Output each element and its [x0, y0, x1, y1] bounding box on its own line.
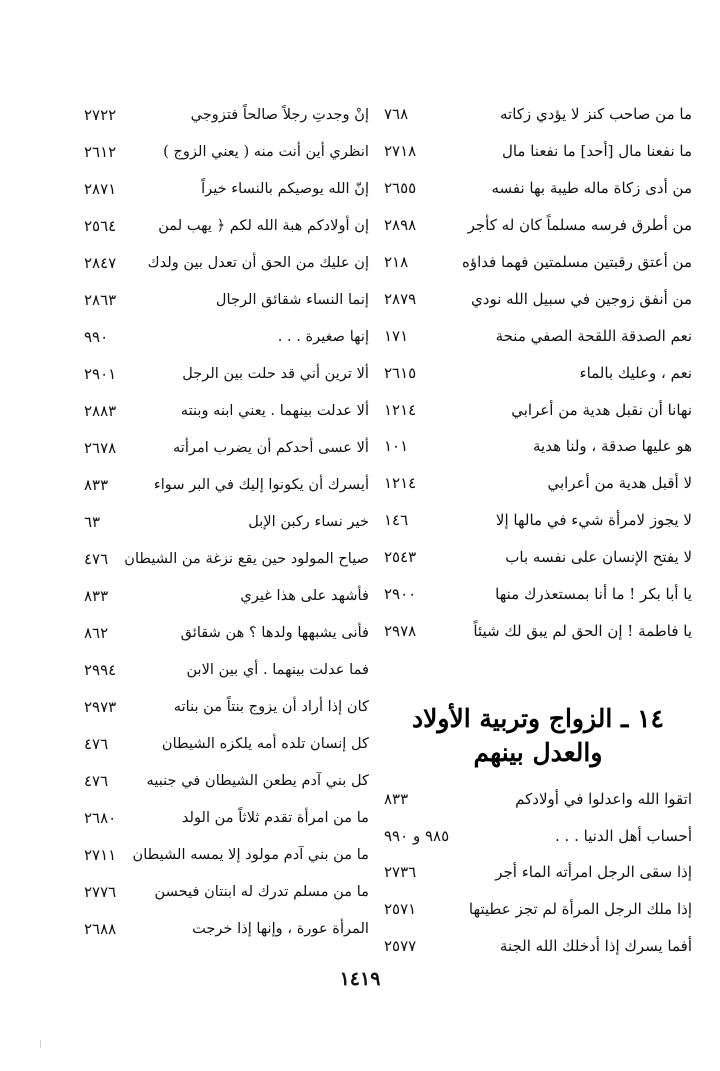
hadith-phrase: أيسرك أن يكونوا إليك في البر سواء	[153, 476, 369, 493]
index-entry	[84, 170, 369, 207]
index-entry	[384, 502, 692, 539]
hadith-number: ٢٥٧٧	[384, 937, 417, 956]
hadith-number: ٢٦١٥	[384, 363, 417, 382]
hadith-number: ٤٧٦	[84, 734, 109, 753]
hadith-phrase: من أعتق رقبتين مسلمتين فهما فداؤه	[461, 253, 692, 271]
hadith-phrase: أحساب أهل الدنيا . . .	[555, 826, 692, 845]
hadith-phrase: إنّ الله يوصيكم بالنساء خيراً	[201, 180, 369, 197]
hadith-number: ٢١٨	[384, 253, 409, 271]
hadith-phrase: من أطرق فرسه مسلماً كان له كأجر	[467, 216, 692, 235]
section-heading-line-2: والعدل بينهم	[473, 738, 603, 768]
hadith-phrase: ما من مسلم تدرك له ابنتان فيحسن	[154, 883, 369, 900]
hadith-number: ٨٦٢	[84, 623, 109, 642]
index-entry	[84, 96, 369, 133]
index-entry	[84, 910, 369, 947]
hadith-number: ١٧١	[384, 326, 409, 345]
index-entry	[84, 651, 369, 688]
section-heading	[384, 686, 692, 780]
hadith-phrase: فأشهد على هذا غيري	[240, 587, 369, 604]
hadith-number: ٢٩٧٣	[84, 697, 117, 716]
index-entry	[384, 817, 692, 854]
index-entry	[384, 649, 692, 686]
index-entry	[84, 503, 369, 540]
index-entry	[84, 244, 369, 281]
hadith-phrase: المرأة عورة ، وإنها إذا خرجت	[192, 920, 369, 937]
hadith-number: ٢٦٨٨	[84, 919, 117, 938]
hadith-number: ٢٥٦٤	[84, 216, 117, 235]
index-entry	[84, 540, 369, 577]
hadith-number: ٢٩٩٤	[84, 660, 117, 679]
index-entry	[384, 539, 692, 576]
index-entry	[384, 576, 692, 613]
hadith-number: ١٢١٤	[384, 474, 417, 493]
hadith-number: ٢٥٧١	[384, 900, 417, 919]
hadith-phrase: ما من بني آدم مولود إلا يمسه الشيطان	[132, 846, 369, 863]
hadith-number: ٨٣٣	[84, 586, 109, 605]
index-column-right	[384, 96, 692, 965]
hadith-phrase: أفما يسرك إذا أدخلك الله الجنة	[499, 937, 692, 956]
index-entry	[84, 688, 369, 725]
hadith-phrase: لا يفتح الإنسان على نفسه باب	[505, 548, 692, 567]
hadith-phrase: نعم ، وعليك بالماء	[579, 363, 692, 382]
index-entry	[84, 207, 369, 244]
hadith-phrase: ألا ترين أني قد حلت بين الرجل	[182, 365, 369, 382]
hadith-number: ١٠١	[384, 437, 409, 456]
hadith-number: ٨٣٣	[384, 789, 409, 808]
index-entry	[384, 96, 692, 133]
hadith-number: ٢٦٧٨	[84, 438, 117, 457]
index-entry	[84, 466, 369, 503]
hadith-number: ٢٧٣٦	[384, 863, 417, 882]
hadith-number: ٢٩٧٨	[384, 621, 417, 640]
index-entry	[84, 577, 369, 614]
hadith-phrase: ألا عسى أحدكم أن يضرب امرأته	[172, 439, 369, 456]
hadith-number: ٤٧٦	[84, 549, 109, 568]
hadith-number: ٤٧٦	[84, 771, 109, 790]
hadith-number: ٩٨٥ و ٩٩٠	[384, 826, 450, 845]
index-entry	[384, 928, 692, 965]
hadith-number: ٢٨٩٨	[384, 216, 417, 235]
index-entry	[384, 854, 692, 891]
hadith-number: ٢٧٢٢	[84, 105, 117, 124]
index-entry	[84, 281, 369, 318]
hadith-number: ١٤٦	[384, 511, 409, 530]
index-entry	[384, 354, 692, 391]
index-entry	[384, 891, 692, 928]
index-entry	[384, 612, 692, 649]
hadith-number: ٧٦٨	[384, 105, 409, 124]
hadith-number: ٢٨٨٣	[84, 401, 117, 420]
index-entry	[384, 428, 692, 465]
index-entry	[384, 280, 692, 317]
hadith-phrase: إن عليك من الحق أن تعدل بين ولدك	[147, 254, 369, 271]
index-entry	[84, 429, 369, 466]
hadith-number: ٨٣٣	[84, 475, 109, 494]
hadith-phrase: لا أقبل هدية من أعرابي	[547, 474, 692, 493]
index-entry	[84, 762, 369, 799]
index-entry	[384, 170, 692, 207]
hadith-phrase: من أدى زكاة ماله طيبة بها نفسه	[491, 179, 692, 198]
margin-mark	[40, 1040, 41, 1048]
hadith-number: ٢٥٤٣	[384, 548, 417, 567]
hadith-number: ٩٩٠	[84, 327, 109, 346]
hadith-number: ٢٩٠٠	[384, 585, 417, 604]
hadith-number: ٢٦٥٥	[384, 179, 417, 198]
index-entry	[84, 392, 369, 429]
hadith-phrase: كل إنسان تلده أمه يلكزه الشيطان	[161, 735, 369, 752]
hadith-phrase: ألا عدلت بينهما . يعني ابنه وبنته	[180, 402, 369, 419]
index-entry	[84, 836, 369, 873]
hadith-phrase: نعم الصدقة اللقحة الصفي منحة	[495, 326, 692, 345]
hadith-phrase: لا يجوز لامرأة شيء في مالها إلا	[495, 511, 692, 530]
index-entry	[84, 318, 369, 355]
hadith-phrase: اتقوا الله واعدلوا في أولادكم	[515, 789, 692, 808]
hadith-number: ٢٧٧٦	[84, 882, 117, 901]
hadith-phrase: يا أبا بكر ! ما أنا بمستعذرك منها	[495, 585, 692, 604]
hadith-phrase: انظري أين أنت منه ( يعني الزوج )	[163, 143, 369, 160]
hadith-phrase: هو عليها صدقة ، ولنا هدية	[532, 437, 692, 456]
index-entry	[84, 614, 369, 651]
hadith-phrase: صياح المولود حين يقع نزغة من الشيطان	[124, 550, 369, 567]
index-entry	[84, 725, 369, 762]
hadith-phrase: إن أولادكم هبة الله لكم ﴿ يهب لمن	[158, 217, 369, 234]
hadith-phrase: ما نفعنا مال [أحد] ما نفعنا مال	[501, 142, 692, 161]
hadith-number: ٢٧١٨	[384, 142, 417, 161]
hadith-phrase: يا فاطمة ! إن الحق لم يبق لك شيئاً	[473, 621, 692, 640]
hadith-number: ٦٣	[84, 512, 101, 531]
index-entry	[384, 780, 692, 817]
page-number: ١٤١٩	[339, 968, 381, 990]
index-entry	[84, 355, 369, 392]
hadith-number: ٢٨٤٧	[84, 253, 117, 272]
index-entry	[384, 207, 692, 244]
index-entry	[84, 799, 369, 836]
hadith-phrase: من أنفق زوجين في سبيل الله نودي	[471, 289, 692, 308]
hadith-number: ٢٨٧١	[84, 179, 117, 198]
hadith-number: ٢٦٨٠	[84, 808, 117, 827]
index-entry	[384, 391, 692, 428]
hadith-phrase: فأنى يشبهها ولدها ؟ هن شقائق	[180, 624, 369, 641]
hadith-number: ٢٦١٢	[84, 142, 117, 161]
hadith-phrase: إذا ملك الرجل المرأة لم تجز عطيتها	[468, 900, 692, 919]
index-entry	[84, 873, 369, 910]
hadith-number: ٢٩٠١	[84, 364, 117, 383]
hadith-phrase: إذا سقى الرجل امرأته الماء أجر	[495, 863, 692, 882]
hadith-phrase: إنما النساء شقائق الرجال	[215, 291, 369, 308]
index-entry	[84, 133, 369, 170]
hadith-phrase: كل بني آدم يطعن الشيطان في جنبيه	[146, 772, 369, 789]
hadith-phrase: خير نساء ركبن الإبل	[248, 513, 369, 530]
hadith-phrase: كان إذا أراد أن يزوج بنتاً من بناته	[173, 698, 369, 715]
hadith-number: ٢٨٦٣	[84, 290, 117, 309]
hadith-phrase: إنْ وجدتِ رجلاً صالحاً فتزوجي	[190, 106, 369, 123]
section-heading-line-1: ١٤ ـ الزواج وتربية الأولاد	[412, 704, 664, 734]
hadith-phrase: إنها صغيرة . . .	[277, 328, 369, 345]
index-entry	[384, 465, 692, 502]
hadith-number: ٢٨٧٩	[384, 289, 417, 308]
hadith-number: ١٢١٤	[384, 400, 417, 419]
hadith-phrase: فما عدلت بينهما . أي بين الابن	[186, 661, 369, 678]
hadith-phrase: نهانا أن نقبل هدية من أعرابي	[511, 400, 692, 419]
index-column-left	[84, 96, 369, 947]
index-entry	[384, 244, 692, 281]
hadith-number: ٢٧١١	[84, 845, 117, 864]
hadith-phrase: ما من صاحب كنز لا يؤدي زكاته	[500, 105, 692, 124]
index-entry	[384, 133, 692, 170]
index-entry	[384, 317, 692, 354]
hadith-phrase: ما من امرأة تقدم ثلاثاً من الولد	[181, 809, 369, 826]
